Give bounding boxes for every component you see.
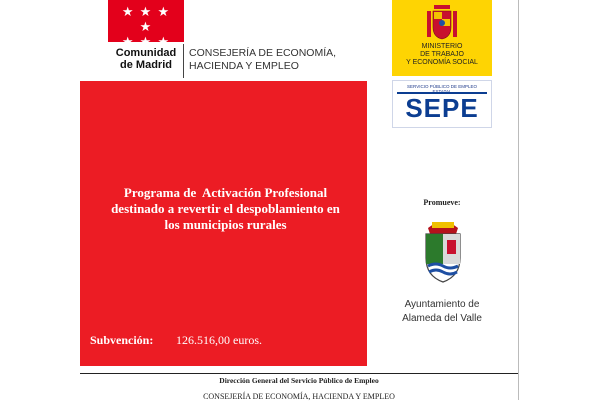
- community-name-line2: de Madrid: [120, 59, 172, 71]
- department-line1: CONSEJERÍA DE ECONOMÍA,: [189, 47, 337, 59]
- ministry-line2: DE TRABAJO: [420, 51, 464, 58]
- sepe-small-text: SERVICIO PÚBLICO DE EMPLEO: [407, 84, 477, 89]
- department-line2: HACIENDA Y EMPLEO: [189, 60, 299, 72]
- town-hall-line1: Ayuntamiento de: [404, 299, 480, 310]
- community-name: [108, 47, 184, 71]
- program-title: [88, 185, 363, 233]
- program-title-line2: destinado a revertir el despoblamiento en: [111, 201, 340, 216]
- town-coat-of-arms-icon: [420, 218, 466, 284]
- program-panel: [80, 81, 367, 366]
- town-hall-name: [384, 298, 500, 326]
- sepe-logo: [392, 80, 492, 128]
- program-title-line3: los municipios rurales: [164, 217, 287, 232]
- ministry-line3: Y ECONOMÍA SOCIAL: [406, 59, 478, 66]
- town-hall-line2: Alameda del Valle: [402, 313, 482, 324]
- stars-icon: ★ ★ ★ ★ ★ ★ ★: [121, 5, 171, 50]
- community-name-line1: Comunidad: [115, 47, 177, 59]
- subsidy-value: 126.516,00 euros.: [176, 333, 262, 347]
- ministry-line1: MINISTERIO: [421, 43, 463, 50]
- department-name: [189, 47, 369, 73]
- sepe-wordmark: SEPE: [405, 93, 479, 123]
- promoter-label: Promueve:: [423, 198, 461, 207]
- footer-directorate: Dirección General del Servicio Público de Empleo: [219, 376, 379, 385]
- ministry-logo: [392, 0, 492, 76]
- madrid-flag-icon: [108, 0, 184, 50]
- spain-coat-of-arms-icon: [427, 3, 457, 41]
- footer-divider: [80, 373, 518, 374]
- comunidad-de-madrid-logo: [108, 0, 184, 74]
- ministry-name: [394, 43, 490, 67]
- footer-department: CONSEJERÍA DE ECONOMÍA, HACIENDA Y EMPLEO: [203, 392, 395, 401]
- subsidy-label: Subvención:: [90, 333, 154, 347]
- program-title-line1: Programa de Activación Profesional: [123, 185, 328, 200]
- logo-divider: [183, 44, 184, 78]
- right-border-line: [518, 0, 519, 400]
